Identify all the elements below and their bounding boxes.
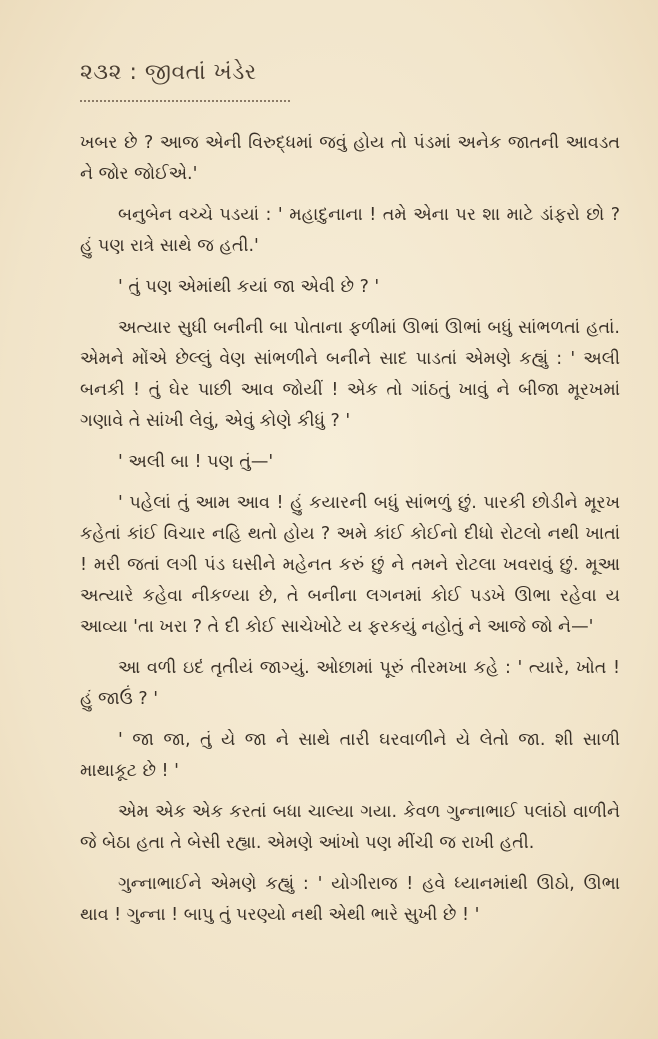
- paragraph-9: એમ એક એક કરતાં બધા ચાલ્યા ગયા. કેવળ ગુન્નાભાઈ પલાંઠો વાળીને જે બેઠા હતા તે બેસી રહ્યા. એમણે આંખો પણ મીંચી જ રાખી હતી.: [80, 802, 620, 853]
- paragraph-2: બનુબેન વચ્ચે પડયાં : ' મહાદુનાના ! તમે એના પર શા માટે ડાંફરો છો ? હું પણ રાત્રે સાથે જ હતી.': [80, 205, 620, 256]
- paragraph-10: ગુન્નાભાઈને એમણે કહ્યું : ' યોગીરાજ ! હવે ધ્યાનમાંથી ઊઠો, ઊભા થાવ ! ગુન્ના ! બાપુ તું પરણ્યો નથી એથી ભારે સુખી છે ! ': [80, 874, 620, 925]
- paragraph-6: ' પહેલાં તું આમ આવ ! હું કયારની બધું સાંભળું છું. પારકી છોડીને મૂરખ કહેતાં કાંઈ વિચાર નહિ થતો હોય ? અમે કાંઈ કોઈનો દીધો રોટલો નથી ખાતાં ! મરી જતાં લગી પંડ ઘસીને મહેનત કરું છું ને તમને રોટલા ખવરાવું છું. મૂઆ અત્યારે કહેવા નીકળ્યા છે, તે બનીના લગનમાં કોઈ પડખે ઊભા રહેવા ય આવ્યા 'તા ખરા ? તે દી કોઈ સાચેખોટે ય ફરકયું નહોતું ને આજે જો ને—': [80, 493, 620, 637]
- paragraph-7: આ વળી ઇદં તૃતીયં જાગ્યું. ઓછામાં પૂરું તીરમખા કહે : ' ત્યારે, ખોત ! હું જાઉં ? ': [80, 658, 620, 709]
- page-body: [80, 128, 620, 935]
- running-header: ૨૩૨ : જીવતાં ખંડેર: [80, 60, 257, 85]
- paragraph-3: ' તું પણ એમાંથી કયાં જા એવી છે ? ': [118, 277, 380, 297]
- paragraph-1: ખબર છે ? આજ એની વિરુદ્ધમાં જવું હોય તો પંડમાં અનેક જાતની આવડત ને જોર જોઈએ.': [80, 133, 620, 184]
- paragraph-4: અત્યાર સુધી બનીની બા પોતાના ફળીમાં ઊભાં ઊભાં બધું સાંભળતાં હતાં. એમને મોંએ છેલ્લું વેણ સાંભળીને બનીને સાદ પાડતાં એમણે કહ્યું : ' અલી બનકી ! તું ઘેર પાછી આવ જોયીં ! એક તો ગાંઠતું ખાવું ને બીજા મૂરખમાં ગણાવે તે સાંખી લેવું, એવું કોણે કીધું ? ': [80, 318, 620, 431]
- header-dotted-rule: [80, 100, 290, 102]
- paragraph-5: ' અલી બા ! પણ તું—': [118, 452, 274, 472]
- paragraph-8: ' જા જા, તું યે જા ને સાથે તારી ઘરવાળીને યે લેતો જા. શી સાળી માથાકૂટ છે ! ': [80, 730, 620, 781]
